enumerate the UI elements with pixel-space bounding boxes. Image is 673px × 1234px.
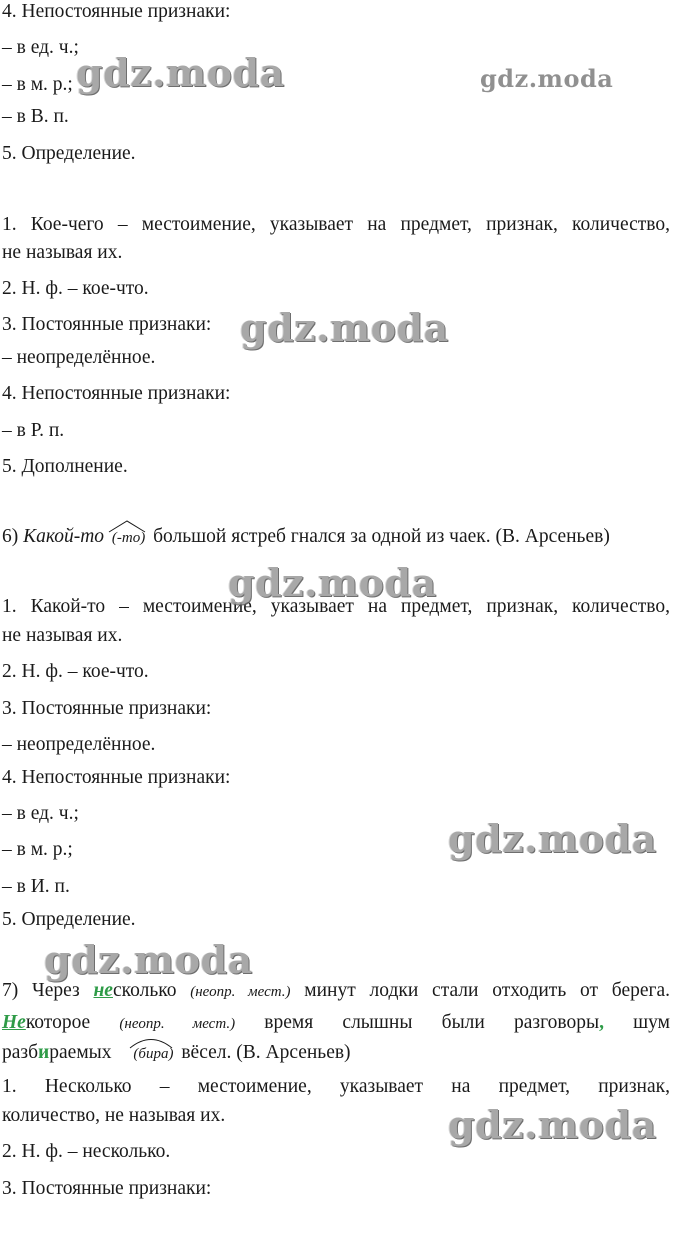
text-line: 4. Непостоянные признаки: xyxy=(2,767,231,788)
text-line: 1. Кое-чего – местоимение, указывает на предмет, признак, количество, xyxy=(2,214,670,235)
text-line: 2. Н. ф. – кое-что. xyxy=(2,278,149,299)
text-fragment: 7) Через xyxy=(2,980,80,1001)
text-line: 5. Определение. xyxy=(2,143,136,164)
text-line: 3. Постоянные признаки: xyxy=(2,698,212,719)
highlight-letter: и xyxy=(38,1042,50,1063)
text-line: – в м. р.; xyxy=(2,839,73,860)
text-line: – в И. п. xyxy=(2,876,70,897)
highlight-comma: , xyxy=(599,1012,604,1033)
grammar-note: (неопр. мест.) xyxy=(190,984,291,1000)
text-fragment: которое xyxy=(25,1012,91,1033)
text-line: 3. Постоянные признаки: xyxy=(2,1178,212,1199)
text-line: не называя их. xyxy=(2,625,123,646)
morpheme-mark xyxy=(109,526,148,550)
sentence-number: 6) xyxy=(2,526,19,547)
text-line: 5. Дополнение. xyxy=(2,456,128,477)
morpheme-text: (бира) xyxy=(133,1046,174,1062)
text-line: – в Р. п. xyxy=(2,420,65,441)
text-line: 3. Постоянные признаки: xyxy=(2,314,212,335)
sentence-7-line-3 xyxy=(2,1041,351,1066)
highlight-ne: Не xyxy=(2,1012,26,1033)
text-line: – неопределённое. xyxy=(2,734,156,755)
text-line: – в ед. ч.; xyxy=(2,37,79,58)
text-fragment: вёсел. (В. Арсеньев) xyxy=(181,1042,351,1063)
watermark: gdz.moda xyxy=(448,1102,657,1147)
pronoun-word: Какой-то xyxy=(23,526,105,547)
text-fragment: время слышны были разговоры xyxy=(264,1012,600,1033)
morpheme-mark xyxy=(130,1042,176,1066)
grammar-note: (неопр. мест.) xyxy=(119,1016,236,1032)
text-fragment: раемых xyxy=(49,1042,112,1063)
watermark: gdz.moda xyxy=(76,50,285,95)
text-line: 2. Н. ф. – несколько. xyxy=(2,1141,171,1162)
sentence-rest: большой ястреб гнался за одной из чаек. (В. Арсеньев) xyxy=(153,526,610,547)
watermark: gdz.moda xyxy=(44,937,253,982)
text-line: не называя их. xyxy=(2,242,123,263)
text-fragment: шум xyxy=(633,1012,671,1033)
sentence-6 xyxy=(2,525,610,550)
text-line: – в В. п. xyxy=(2,106,69,127)
sentence-7-line-2 xyxy=(2,1011,670,1036)
text-line: – неопределённое. xyxy=(2,347,156,368)
watermark: gdz.moda xyxy=(448,816,657,861)
text-line: количество, не называя их. xyxy=(2,1105,226,1126)
watermark: gdz.moda xyxy=(228,560,437,605)
text-fragment: сколько xyxy=(112,980,177,1001)
text-line: 1. Какой-то – местоимение, указывает на предмет, признак, количество, xyxy=(2,596,670,617)
text-line: 4. Непостоянные признаки: xyxy=(2,1,231,22)
watermark: gdz.moda xyxy=(480,64,614,93)
text-fragment: разб xyxy=(2,1042,39,1063)
text-line: 2. Н. ф. – кое-что. xyxy=(2,661,149,682)
watermark: gdz.moda xyxy=(240,305,449,350)
highlight-ne: не xyxy=(93,980,113,1001)
sentence-7-line-1 xyxy=(2,979,670,1004)
text-fragment: минут лодки стали отходить от берега. xyxy=(304,980,671,1001)
text-line: 4. Непостоянные признаки: xyxy=(2,383,231,404)
text-line: 1. Несколько – местоимение, указывает на предмет, признак, xyxy=(2,1076,670,1097)
text-line: – в ед. ч.; xyxy=(2,803,79,824)
text-line: 5. Определение. xyxy=(2,909,136,930)
text-line: – в м. р.; xyxy=(2,74,73,95)
morpheme-text: (-то) xyxy=(111,530,146,546)
